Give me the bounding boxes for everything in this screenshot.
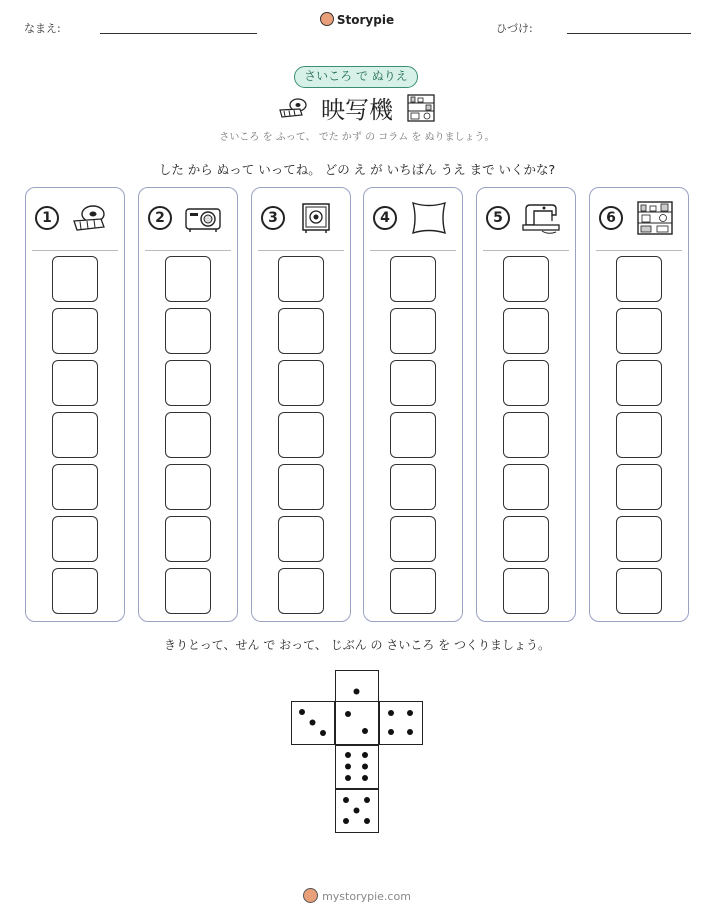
color-box[interactable]: [390, 256, 436, 302]
color-box[interactable]: [52, 412, 98, 458]
color-box[interactable]: [278, 360, 324, 406]
column-number: 4: [373, 206, 397, 230]
color-box[interactable]: [165, 360, 211, 406]
color-box[interactable]: [52, 464, 98, 510]
bear-icon: [320, 12, 334, 26]
color-box[interactable]: [616, 568, 662, 614]
color-box[interactable]: [278, 412, 324, 458]
brand-name: Storypie: [336, 13, 395, 27]
column-number: 1: [35, 206, 59, 230]
color-box[interactable]: [278, 256, 324, 302]
color-box[interactable]: [503, 360, 549, 406]
dice-column-4: [363, 187, 463, 622]
projector-icon: [184, 201, 224, 235]
color-box[interactable]: [503, 412, 549, 458]
color-box[interactable]: [390, 412, 436, 458]
dice-column-5: [476, 187, 576, 622]
column-divider: [258, 250, 344, 251]
color-box[interactable]: [616, 360, 662, 406]
color-box[interactable]: [616, 412, 662, 458]
dice-face-6: [335, 745, 379, 789]
column-divider: [596, 250, 682, 251]
bear-icon: [303, 888, 318, 903]
color-box[interactable]: [503, 308, 549, 354]
footer-url[interactable]: mystorypie.com: [322, 890, 411, 903]
dice-face-4: [379, 701, 423, 745]
color-box[interactable]: [165, 516, 211, 562]
color-box[interactable]: [165, 412, 211, 458]
color-box[interactable]: [52, 516, 98, 562]
tool-shelf-icon: [406, 93, 436, 123]
page-title: 映写機: [321, 96, 393, 124]
color-box[interactable]: [503, 464, 549, 510]
column-divider: [370, 250, 456, 251]
color-box[interactable]: [390, 568, 436, 614]
color-box[interactable]: [390, 516, 436, 562]
color-box[interactable]: [503, 256, 549, 302]
brand-logo: [0, 12, 714, 27]
date-label: ひづけ:: [496, 22, 533, 35]
title-row: [0, 90, 714, 125]
color-box[interactable]: [503, 568, 549, 614]
dice-face-2: [335, 701, 379, 745]
film-reel-icon: [71, 201, 111, 235]
color-box[interactable]: [52, 308, 98, 354]
column-number: 3: [261, 206, 285, 230]
color-box[interactable]: [165, 464, 211, 510]
color-box[interactable]: [52, 360, 98, 406]
dice-column-2: [138, 187, 238, 622]
color-box[interactable]: [278, 308, 324, 354]
dice-column-3: [251, 187, 351, 622]
color-box[interactable]: [616, 516, 662, 562]
instruction: した から ぬって いってね。 どの え が いちばん うえ まで いくかな?: [158, 162, 556, 177]
name-line[interactable]: [100, 33, 257, 34]
color-box[interactable]: [390, 308, 436, 354]
color-box[interactable]: [278, 516, 324, 562]
pillow-icon: [409, 201, 449, 235]
sewing-machine-icon: [522, 201, 562, 235]
color-box[interactable]: [616, 256, 662, 302]
color-box[interactable]: [278, 464, 324, 510]
color-box[interactable]: [390, 360, 436, 406]
color-box[interactable]: [165, 308, 211, 354]
footer: [0, 888, 714, 903]
color-box[interactable]: [165, 256, 211, 302]
column-divider: [145, 250, 231, 251]
film-reel-icon: [278, 96, 308, 120]
color-box[interactable]: [165, 568, 211, 614]
color-box[interactable]: [503, 516, 549, 562]
color-box[interactable]: [616, 308, 662, 354]
color-box[interactable]: [52, 568, 98, 614]
name-label: なまえ:: [24, 22, 61, 35]
tool-shelf-icon: [635, 201, 675, 235]
activity-tag: さいころ で ぬりえ: [294, 66, 418, 88]
dice-column-6: [589, 187, 689, 622]
dice-face-5: [335, 789, 379, 833]
column-divider: [483, 250, 569, 251]
subtitle: さいころ を ふって、 でた かず の コラム を ぬりましょう。: [219, 132, 495, 143]
date-line[interactable]: [567, 33, 691, 34]
color-box[interactable]: [616, 464, 662, 510]
dice-column-1: [25, 187, 125, 622]
color-box[interactable]: [390, 464, 436, 510]
color-box[interactable]: [278, 568, 324, 614]
safe-box-icon: [297, 201, 337, 235]
column-number: 6: [599, 206, 623, 230]
cut-instruction: きりとって、せん で おって、 じぶん の さいころ を つくりましょう。: [164, 638, 550, 652]
column-divider: [32, 250, 118, 251]
column-number: 2: [148, 206, 172, 230]
color-box[interactable]: [52, 256, 98, 302]
column-number: 5: [486, 206, 510, 230]
dice-face-3: [291, 701, 335, 745]
